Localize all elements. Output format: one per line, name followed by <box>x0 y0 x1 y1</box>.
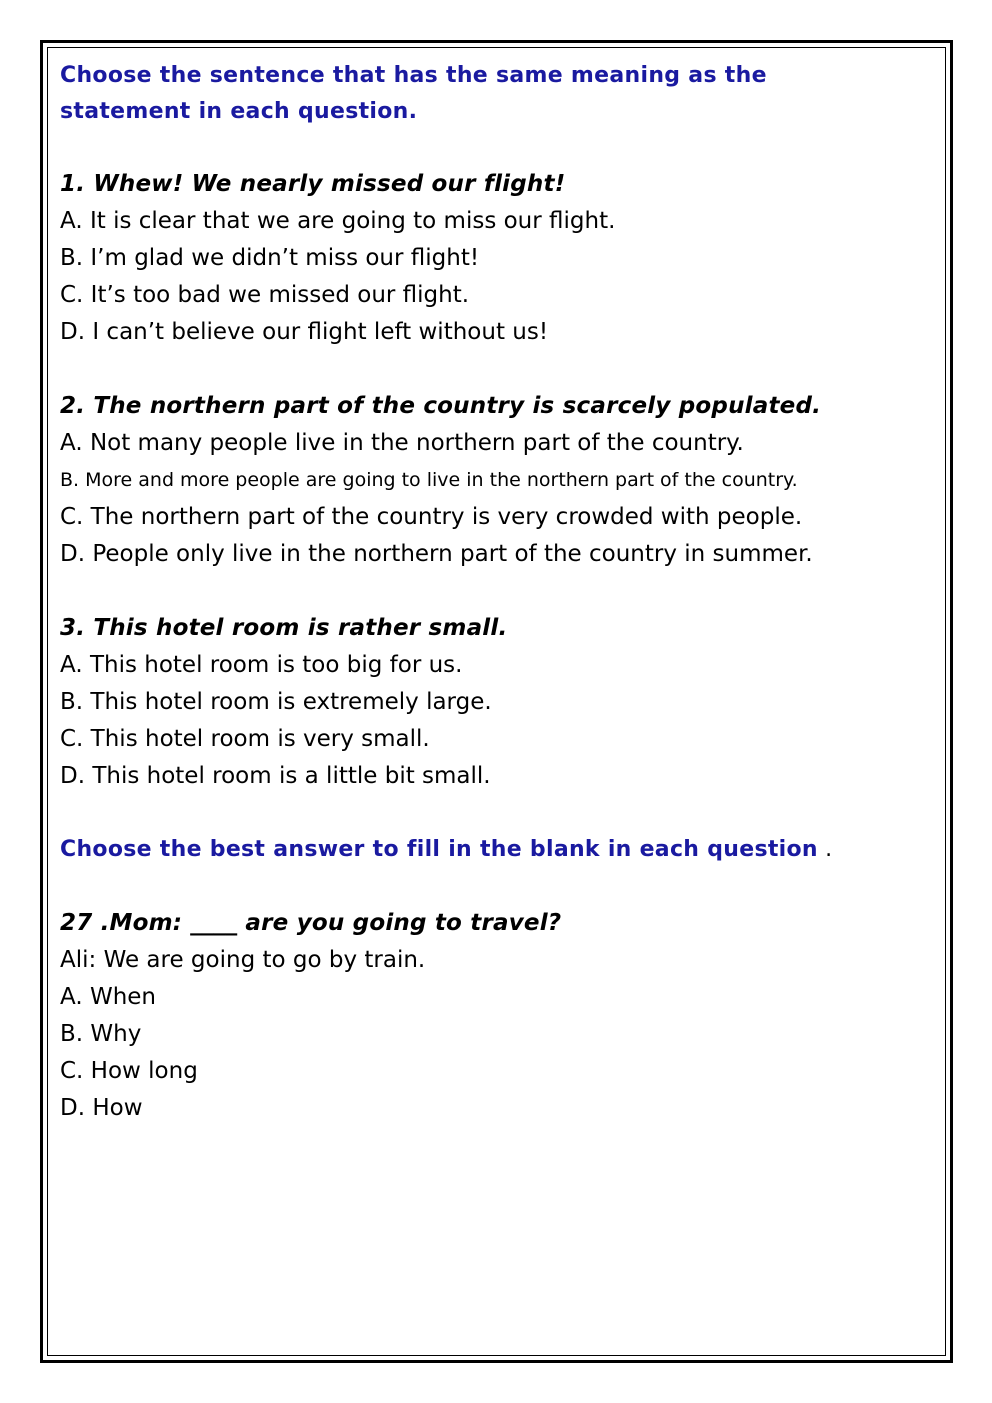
section2-instruction <box>60 832 940 868</box>
spacer <box>60 795 940 832</box>
question-2-option-b: B. More and more people are going to live in the northern part of the country. <box>60 469 798 491</box>
question-2-option-c: C. The northern part of the country is very crowded with people. <box>60 504 803 530</box>
question-3 <box>60 610 940 795</box>
question-1 <box>60 166 940 351</box>
spacer <box>60 868 940 905</box>
question-2 <box>60 388 940 573</box>
spacer <box>60 573 940 610</box>
question-3-option-c: C. This hotel room is very small. <box>60 726 430 752</box>
question-3-stem: 3. This hotel room is rather small. <box>60 615 508 641</box>
question-27 <box>60 905 940 1127</box>
question-3-option-b: B. This hotel room is extremely large. <box>60 689 492 715</box>
question-27-response: Ali: We are going to go by train. <box>60 947 426 973</box>
section2-instruction-trail: . <box>817 837 833 862</box>
question-27-stem: 27 .Mom: ____ are you going to travel? <box>60 910 562 936</box>
question-1-option-d: D. I can’t believe our flight left without us! <box>60 319 549 345</box>
question-2-stem: 2. The northern part of the country is scarcely populated. <box>60 393 822 419</box>
question-27-option-a: A. When <box>60 984 156 1010</box>
question-27-option-c: C. How long <box>60 1058 198 1084</box>
question-1-option-b: B. I’m glad we didn’t miss our flight! <box>60 245 480 271</box>
spacer <box>60 130 940 166</box>
question-2-option-a: A. Not many people live in the northern part of the country. <box>60 430 744 456</box>
question-27-option-d: D. How <box>60 1095 143 1121</box>
question-3-option-d: D. This hotel room is a little bit small. <box>60 763 491 789</box>
question-1-option-c: C. It’s too bad we missed our flight. <box>60 282 470 308</box>
question-1-option-a: A. It is clear that we are going to miss our flight. <box>60 208 616 234</box>
question-27-option-b: B. Why <box>60 1021 142 1047</box>
question-3-option-a: A. This hotel room is too big for us. <box>60 652 463 678</box>
question-2-option-d: D. People only live in the northern part of the country in summer. <box>60 541 813 567</box>
question-1-stem: 1. Whew! We nearly missed our flight! <box>60 171 566 197</box>
spacer <box>60 351 940 388</box>
section2-instruction-text: Choose the best answer to fill in the blank in each question <box>60 837 818 862</box>
section1-instruction-line1: Choose the sentence that has the same meaning as the <box>60 63 767 88</box>
section1-instruction-line2: statement in each question. <box>60 99 418 124</box>
worksheet-content <box>60 58 940 1127</box>
